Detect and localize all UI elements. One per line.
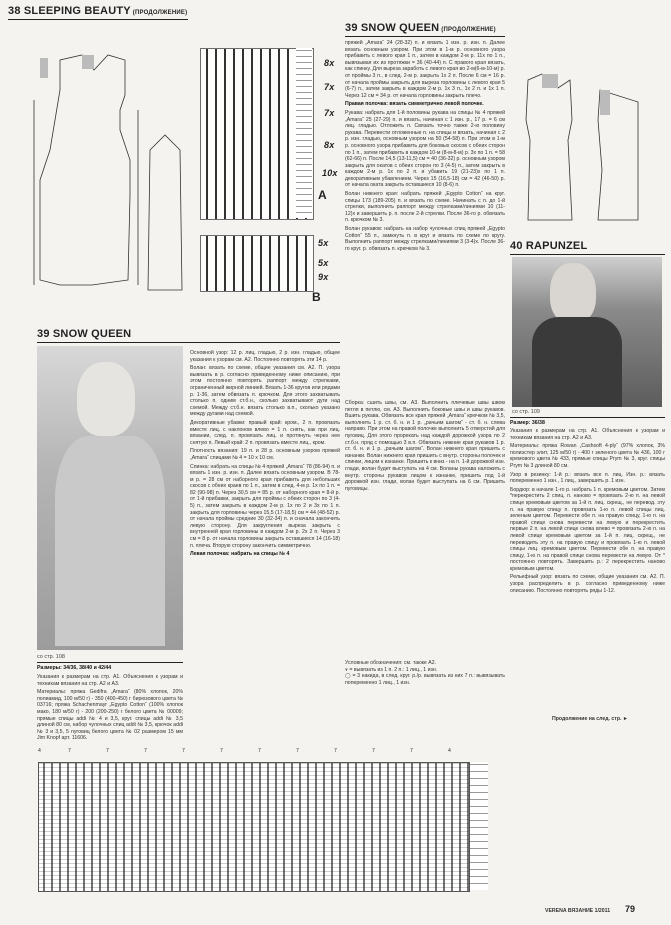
snow-queen-instructions: Основной узор: 12 р. лиц. гладью, 2 р. изн. гладью, общее указания к узорам см. А2. Постоянно повторять эти 14 р. Волан: вязать по схеме, общие указания см. А2. П. узора вывязать в р. согласно приведенному ниже описанию, при этом постоянно повторять раппорт между стрелками, ограниченный жирной линией. Вязать 1-36 кругов или рядами р. 1-36, затем обвязать п. крючком. Для этого захватывать столько п. одним ст.б.н., сколько захватывают дуги над схемой. Между ст.б.н. вязать столько в.п., сколько указано между дугами над схемой. Декоративные убавки: правый край: кром., 2 п. провязать вместе лиц. с наклоном влево = 1 п. снять, как при лиц. вязании, след. п. провязать лиц. и протянуть через нее снятую п. Левый край: 2 п. провязать вместе лиц., кром. Плотность вязания: 19 п. и 28 р. основным узором пряжей „Amara“ спицами № 4 = 10 х 10 см. Спинка: набрать на спицы № 4 пряжей „Amara“ 78 (86-94) п. и вязать 1 изн. р. изн. п. Далее вязать основным узором. В 78-м р. = 28 см от наборного края прибавить для небольших скосов с обеих краев по 1 п., затем в след. 4-м р. 1х по 1 п. = 82 (90-98) п. Через 30,5 см = 85 р. от наборного края = 8-й р. от 1-й прибавки, закрыть для проймы с обеих сторон по 3 (4-5) п., затем закрыть в каждом 2-м р. 1х по 2 и 3х по 1 п. закрыть для горловины через 15,5 (17-18,5) см = 44 (48-52) р. от начала проймы средние 30 (32-34) п. и сначала закончить левую сторону. Для закругления выреза закрыть с внутренней края горловины в каждом 2-м р. 2х 2 п. Через 3 см = 8 р. от начала горловины закрыть оставшиеся 14 (16-18) п. плеча. Вторую сторону закончить симметрично. Левая полочка: набрать на спицы № 4 bbox=[190, 350, 340, 558]
divider bbox=[8, 19, 188, 20]
repeat-label: 5x bbox=[318, 258, 329, 268]
photo-caption: со стр. 108 bbox=[37, 654, 65, 660]
garment-schematic-sleeping-beauty bbox=[20, 40, 200, 325]
chart-row-numbers bbox=[470, 762, 488, 890]
chart-label-b: B bbox=[312, 290, 321, 304]
photo-caption: со стр. 109 bbox=[512, 409, 540, 415]
garment-schematic-snow-queen bbox=[510, 60, 665, 235]
footer-magazine: VERENA ВЯЗАНИЕ 1/2011 bbox=[545, 908, 611, 914]
section-title-sleeping-beauty: 38 SLEEPING BEAUTY (ПРОДОЛЖЕНИЕ) bbox=[8, 5, 188, 17]
section-title-rapunzel: 40 RAPUNZEL bbox=[510, 240, 588, 252]
symbols-legend: Условные обозначения: см. также А2. ⩔ = вывязать из 1 п. 2 п.: 1 лиц., 1 изн. ◯ = 3 накида, в след. круг. р./р. вывязать из них 7 п.: вывязывать попеременно 1 лиц., 1 изн. bbox=[345, 660, 505, 686]
divider bbox=[37, 662, 183, 663]
instructions-column: пряжей „Amara“ 24 (28-32) п. и вязать 1 изн. р. изн. п. Далее вязать основным узором. При этом в 1-м р. основного узора прибавить с левого края 1 п., затем в каждом 2-м р. 11х по 1 п., вывязывая их из протяжки = 36 (40-44) п. С правого края вязать, как спинку. Для выреза заработь с левого края во 2-м(6-м-10-м) р. от проймы 3 п., в след. 2-м р. закрыть 1х 2 п. После 6 см = 16 р. от начала проймы закрыть для выреза горловины с левого края 5 (6-7) п., затем закрыть в каждом 2-м р. 1х 3 п., 1х 2 п. и 1х 1 п. Через 12 см = 34 р. от начала горловины закрыть плечо. Правая полочка: вязать симметрично левой полочке. Рукава: набрать для 1-й половины рукава на спицы № 4 пряжей „Amara“ 25 (27-29) п. и вязать, начиная с 1 изн. р., 17 р. = 6 см лиц. гладью. Отложить п. Связать точно также 2-ю половину рукава. Перевести отложенные п. на спицы и вязать, начиная с 2 р. изн. гладью, основным узором на 50 (54-58) п. При этом в 1-м р. основного узора прибавить для боковых скосов с обеих сторон по 1 п., затем прибавить в каждом 10-м (8-м-8-м) р. 3х по 1 п. = 58 (62-66) п. После 14,5 (13-11,5) см = 40 (36-32) р. основным узором закрыть для окатов с обеих сторон по 3 (4-5) п., затем закрыть в каждом 2-м р. 1х по 2 п. и убавить 19 (21-23)х по 1 п. декоративным убавлением. Через 15 (16,5-18) см = 42 (46-50) р. от начала оката закрыть оставшиеся 10 (8-6) п. Волан нижнего края: набрать пряжей „Egypto Cotton“ на круг. спицы 173 (189-205) п. и вязать по схеме. Начинать с п. до 1-й стрелки, выполнить раппорт между стрелками/линиями 10 (11-12)х и завершить р. п. после 2-й стрелки. После 36-го р. обвязать п. крючком № 3. Волан рукавов: набрать на набор чулочных спиц пряжей „Egypto Cotton“ 55 п., замкнуть п. в круг и вязать по схеме по кругу. Выполнить раппорт между стрелками/линиями 3 (3-4)х. После 36-го круг. р. обвязать п. крючком № 3. bbox=[345, 40, 505, 252]
chart-label-a: A bbox=[318, 188, 327, 202]
size-label: Размеры: 34/36, 38/40 и 42/44 bbox=[37, 665, 112, 671]
chart-repeat-numbers: 4 7 7 7 7 7 7 7 7 7 7 4 bbox=[38, 748, 451, 754]
repeat-label: 8x bbox=[324, 140, 335, 150]
model-photo-rapunzel bbox=[512, 257, 662, 407]
chart-row-numbers bbox=[296, 48, 312, 218]
page-number: 79 bbox=[625, 904, 636, 914]
repeat-label: 5x bbox=[318, 238, 329, 248]
assembly-instructions: Сборка: сшить швы, см. А3. Выполнить плечевые швы швом петля в петлю, см. А3. Выполнить боковые швы и швы рукавов. Вшить рукава. Обвязать все края пряжей „Amara“ крючком № 3,5, выполнить 1 р. ст. б. н. и 1 р. „рачьим шагом“ - ст. б. н. слева направо. При этом на правой полочке выполнить 5 отверстий для пуговиц. Для этого прорекать над каждой дорожкой узора по 2 ст.б.н. пряд с помощью 3 в.п. Обвязать нижние края рукавов 1 р. ст. б. н. и 1 р. „рачьим шагом“. Волан нижнего края пришить с изнанки. Волан нижнего края пришить с внутр. стороны полочек и спинки, лицом к изнанке. Пришить к вниз - на п. 1-й дорожкой изн. глади, волан будет выступать на 4 см. Воланы рукава наложить с внутр. стороны рукавов лицом к изнанке, пришить под 1-й дорожкой изн. глади, волан будет выступать на 6 см. Пришить пуговицы. bbox=[345, 400, 506, 492]
repeat-label: 10x bbox=[322, 168, 338, 178]
section-title-snow-queen-cont: 39 SNOW QUEEN (ПРОДОЛЖЕНИЕ) bbox=[345, 22, 496, 34]
snow-queen-intro: Указания к размерам на стр. А1. Объяснения к узорам и техникам вязания на стр. А2 и А3. Материалы: пряжа Gedifra „Amara“ (80% хлопок, 20% полиамид, 100 м/50 г) - 350 (400-450) г бирюзового цвета № 03716; пряжа Schachenmayr „Egypto Cotton“ (100% хлопок мако, 180 м/50 г) - 200 (200-250) г белого цвета № 00009; прямые спицы addi № 4 и 3,5, круг. спицы addi № 3,5 длиной 80 см, набор чулочных спиц addi № 3,5, крючок addi № 3 и 3,5, 5 пуговиц белого цвета № 02 размером 15 мм Jim Knopf арт. 11606. bbox=[37, 674, 183, 742]
rapunzel-instructions: Указания к размерам на стр. А1. Объяснения к узорам и техникам вязания на стр. А2 и А3. Материалы: пряжа Rowan „Cashsoft 4-ply“ (97% хлопок, 3% полиэстер элит, 125 м/50 г) - 400 г зеленого цвета № 436, 100 г кремового цвета № 433, прямые спицы Prym № 3, круг. спицы Prym № 3 длиной 80 см. Узор в резинку: 1-й р.: вязать все п. лиц. Изн. р.: вязать попеременно 1 изн., 1 лиц., завершить р. 1 изн. Бордюр: в начале 1-го р. набрать 1 п. кремовым цветом. Затем *перекрестить 2 спиц. п. наново = провязать 2-ю п. на левой спице кремовым цветом за 1-й п. лиц. скрещ., не перевод. эту п. на правую спицу п. провязать 1-ю п. левой спицы лиц. зеленым цветом. Перевести обе п. на правую спицу, 1-ю п. на правой спице снова перевести на левую и перекрестить первые 2 п. на левой спице снова влево = провязать 2-ю п. на левой спице кремовым цветом за 1-й п. лиц. скрещ., не переводить эту п. на правую спицу и провязать 1-ю п. левой спицы лиц. кремовым цветом. Перевести обе п. на правую спицу, 1-ю п. на правой спице снова перевести на левую. От * постоянно повторять. Завершить р.: 2 перекрестить наново кремовым цветом. Рельефный узор: вязать по схеме, общие указания см. А2. П. узора распределить в р. согласно приведенному ниже описанию. Постоянно повторять ряды 1-12. bbox=[510, 428, 665, 594]
continue-note: Продолжение на след. стр. ► bbox=[552, 716, 629, 722]
size-label: Размер: 36/38 bbox=[510, 420, 545, 426]
divider bbox=[510, 254, 665, 255]
knitting-chart-volan bbox=[38, 762, 470, 892]
section-title-snow-queen: 39 SNOW QUEEN bbox=[37, 328, 132, 340]
divider bbox=[510, 417, 665, 418]
repeat-label: 8x bbox=[324, 58, 335, 68]
repeat-label: 9x bbox=[318, 272, 329, 282]
divider bbox=[37, 342, 340, 343]
repeat-label: 7x bbox=[324, 108, 335, 118]
repeat-label: 7x bbox=[324, 82, 335, 92]
model-photo-snow-queen bbox=[37, 346, 183, 650]
divider bbox=[345, 36, 505, 37]
knitting-chart-b bbox=[200, 235, 314, 292]
